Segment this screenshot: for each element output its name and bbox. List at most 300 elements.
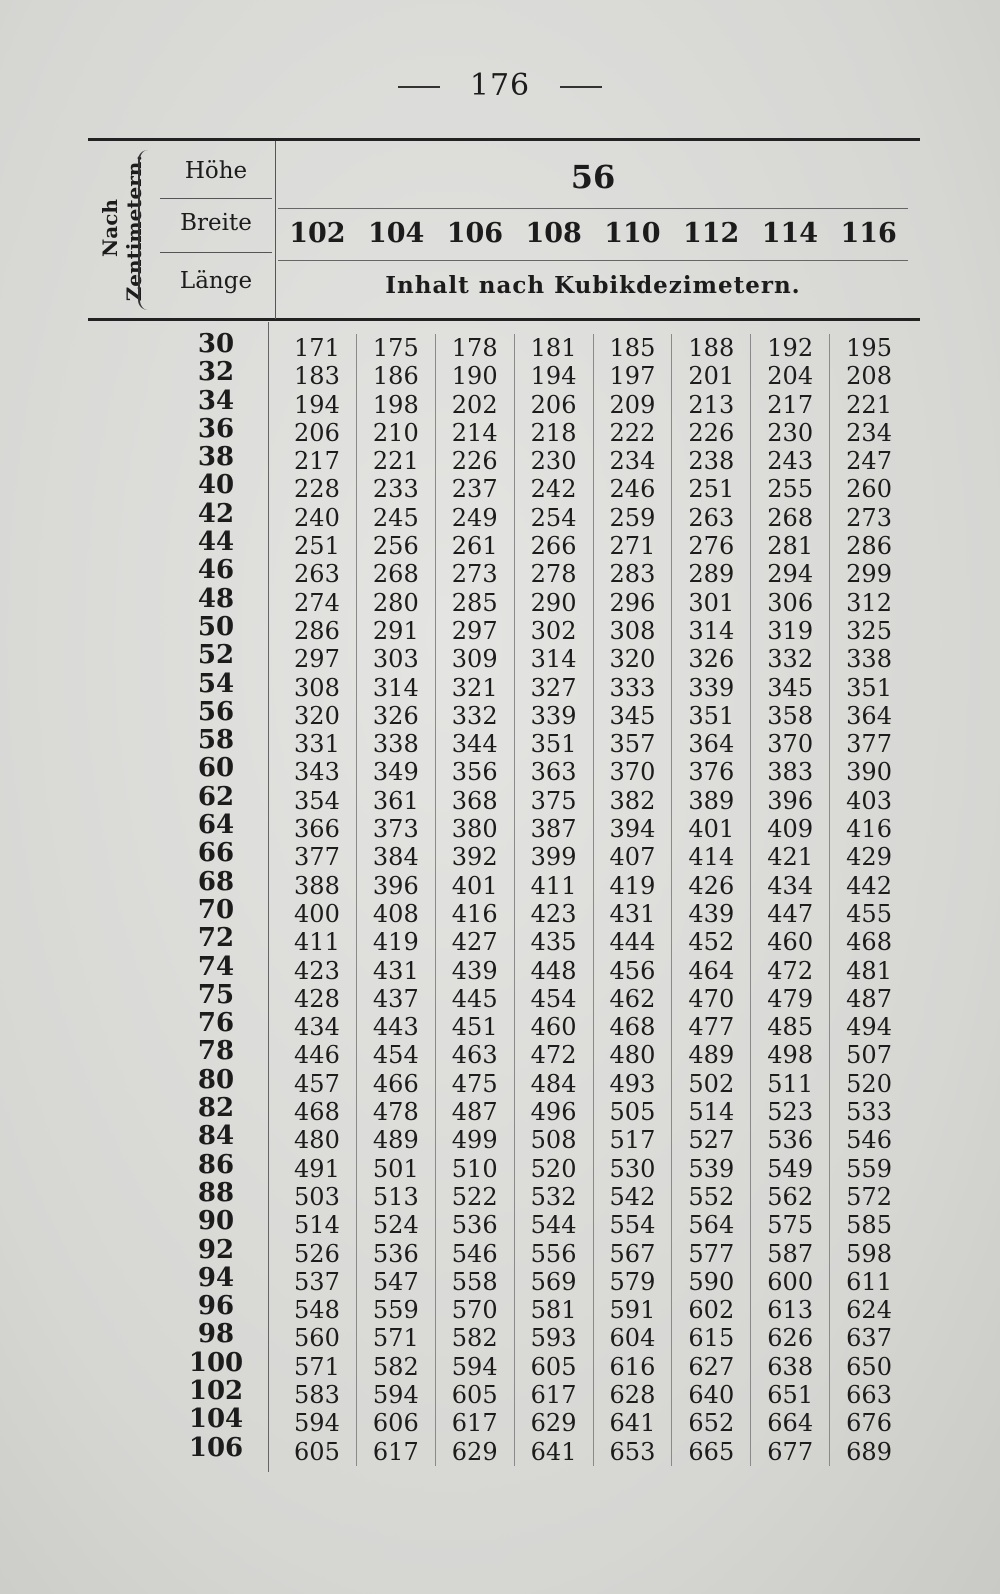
table-cell: 202 <box>451 390 498 419</box>
table-cell: 452 <box>688 928 735 957</box>
table-cell: 351 <box>530 730 577 759</box>
table-cell: 392 <box>451 843 498 872</box>
table-cell: 437 <box>372 984 419 1013</box>
table-cell: 539 <box>688 1154 735 1183</box>
table-cell: 411 <box>530 871 577 900</box>
table-cell: 641 <box>609 1409 656 1438</box>
table-cell: 228 <box>294 475 340 504</box>
table-cell: 320 <box>609 645 656 674</box>
table-cell: 431 <box>609 899 656 928</box>
table-cell: 489 <box>372 1126 419 1155</box>
laenge-value: 50 <box>197 611 235 642</box>
table-cell: 377 <box>294 843 340 872</box>
laenge-value: 54 <box>197 668 235 699</box>
table-cell: 263 <box>294 560 340 589</box>
laenge-value: 94 <box>197 1262 235 1293</box>
table-cell: 477 <box>688 1013 735 1042</box>
table-cell: 511 <box>767 1069 814 1098</box>
table-cell: 558 <box>451 1267 498 1296</box>
table-cell: 222 <box>609 418 656 447</box>
table-cell: 434 <box>294 1013 340 1042</box>
value-column <box>278 334 357 1466</box>
table-cell: 280 <box>372 588 419 617</box>
table-cell: 218 <box>530 418 577 447</box>
table-cell: 542 <box>609 1182 656 1211</box>
table-cell: 276 <box>688 532 735 561</box>
laenge-value: 75 <box>197 979 235 1010</box>
laenge-value: 78 <box>197 1036 235 1067</box>
laenge-value: 100 <box>188 1347 244 1378</box>
laenge-value: 88 <box>197 1177 235 1208</box>
laenge-value: 34 <box>197 385 235 416</box>
table-cell: 638 <box>767 1352 814 1381</box>
table-cell: 617 <box>451 1409 498 1438</box>
label-breite: Breite <box>180 210 252 236</box>
table-cell: 217 <box>767 390 814 419</box>
laenge-value: 68 <box>197 866 235 897</box>
value-column <box>594 334 673 1466</box>
header-separator <box>278 260 908 261</box>
table-cell: 524 <box>372 1211 419 1240</box>
table-cell: 456 <box>609 956 656 985</box>
table-cell: 194 <box>530 362 577 391</box>
table-cell: 605 <box>294 1437 340 1466</box>
table-cell: 242 <box>530 475 577 504</box>
table-cell: 351 <box>846 673 892 702</box>
table-cell: 254 <box>530 503 577 532</box>
table-cell: 401 <box>451 871 498 900</box>
table-cell: 331 <box>294 730 340 759</box>
table-cell: 388 <box>294 871 340 900</box>
table-cell: 332 <box>767 645 814 674</box>
table-cell: 532 <box>530 1182 577 1211</box>
table-cell: 297 <box>294 645 340 674</box>
table-cell: 370 <box>609 758 656 787</box>
table-cell: 508 <box>530 1126 577 1155</box>
table-cell: 468 <box>846 928 892 957</box>
table-cell: 314 <box>688 616 735 645</box>
table-cell: 481 <box>846 956 892 985</box>
table-cell: 289 <box>688 560 735 589</box>
table-cell: 326 <box>688 645 735 674</box>
laenge-value: 86 <box>197 1149 235 1180</box>
table-cell: 547 <box>372 1267 419 1296</box>
table-cell: 247 <box>846 447 892 476</box>
table-cell: 285 <box>451 588 498 617</box>
table-cell: 571 <box>294 1352 340 1381</box>
table-cell: 349 <box>372 758 419 787</box>
table-cell: 569 <box>530 1267 577 1296</box>
table-cell: 526 <box>294 1239 340 1268</box>
table-cell: 629 <box>530 1409 577 1438</box>
table-cell: 606 <box>372 1409 419 1438</box>
table-cell: 306 <box>767 588 814 617</box>
breite-value: 108 <box>525 218 582 249</box>
table-cell: 296 <box>609 588 656 617</box>
table-cell: 195 <box>846 334 892 362</box>
table-cell: 171 <box>294 334 340 362</box>
table-cell: 677 <box>767 1437 814 1466</box>
value-column <box>436 334 515 1466</box>
table-cell: 462 <box>609 984 656 1013</box>
table-cell: 593 <box>530 1324 577 1353</box>
laenge-value: 56 <box>197 696 235 727</box>
table-cell: 201 <box>688 362 735 391</box>
table-cell: 499 <box>451 1126 498 1155</box>
breite-value: 110 <box>604 218 661 249</box>
table-cell: 274 <box>294 588 340 617</box>
table-cell: 446 <box>294 1041 340 1070</box>
table-cell: 479 <box>767 984 814 1013</box>
breite-value: 106 <box>446 218 504 249</box>
table-cell: 520 <box>530 1154 577 1183</box>
table-cell: 198 <box>372 390 419 419</box>
header-bottom-rule <box>88 318 920 321</box>
table-cell: 377 <box>846 730 892 759</box>
table-cell: 423 <box>294 956 340 985</box>
table-cell: 256 <box>372 532 419 561</box>
table-cell: 637 <box>846 1324 892 1353</box>
table-cell: 261 <box>451 532 498 561</box>
table-cell: 572 <box>846 1182 892 1211</box>
table-cell: 502 <box>688 1069 735 1098</box>
table-cell: 616 <box>609 1352 656 1381</box>
table-cell: 575 <box>767 1211 814 1240</box>
label-separator <box>160 198 272 199</box>
table-cell: 505 <box>609 1098 656 1127</box>
breite-row <box>278 214 908 254</box>
table-cell: 585 <box>846 1211 892 1240</box>
side-label-line-1: Nach <box>98 199 122 257</box>
table-cell: 370 <box>767 730 814 759</box>
table-cell: 308 <box>609 616 656 645</box>
table-cell: 466 <box>372 1069 419 1098</box>
table-cell: 408 <box>372 899 419 928</box>
table-cell: 230 <box>767 418 814 447</box>
table-cell: 447 <box>767 899 814 928</box>
table-cell: 338 <box>372 730 419 759</box>
table-cell: 271 <box>609 532 656 561</box>
table-cell: 514 <box>294 1211 340 1240</box>
table-cell: 605 <box>451 1380 498 1409</box>
table-cell: 394 <box>609 815 656 844</box>
table-cell: 308 <box>294 673 340 702</box>
table-cell: 613 <box>767 1296 814 1325</box>
table-cell: 245 <box>372 503 419 532</box>
table-cell: 624 <box>846 1296 892 1325</box>
table-cell: 507 <box>846 1041 892 1070</box>
table-cell: 407 <box>609 843 656 872</box>
table-cell: 358 <box>767 701 814 730</box>
laenge-value: 80 <box>197 1064 235 1095</box>
table-cell: 604 <box>609 1324 656 1353</box>
table-cell: 480 <box>609 1041 656 1070</box>
table-cell: 470 <box>688 984 735 1013</box>
table-cell: 339 <box>530 701 577 730</box>
table-cell: 548 <box>294 1296 340 1325</box>
table-cell: 226 <box>688 418 735 447</box>
table-cell: 426 <box>688 871 735 900</box>
table-cell: 301 <box>688 588 735 617</box>
table-cell: 357 <box>609 730 656 759</box>
table-cell: 419 <box>372 928 419 957</box>
table-cell: 401 <box>688 815 735 844</box>
table-cell: 303 <box>372 645 419 674</box>
table-cell: 559 <box>846 1154 892 1183</box>
table-cell: 522 <box>451 1182 498 1211</box>
table-cell: 503 <box>294 1182 340 1211</box>
table-cell: 188 <box>688 334 735 362</box>
table-cell: 278 <box>530 560 577 589</box>
table-cell: 299 <box>846 560 892 589</box>
table-cell: 361 <box>372 786 419 815</box>
table-cell: 468 <box>294 1098 340 1127</box>
table-cell: 530 <box>609 1154 656 1183</box>
table-cell: 266 <box>530 532 577 561</box>
table-cell: 443 <box>372 1013 419 1042</box>
laenge-value: 52 <box>197 640 235 671</box>
table-cell: 567 <box>609 1239 656 1268</box>
table-cell: 611 <box>846 1267 892 1296</box>
table-cell: 570 <box>451 1296 498 1325</box>
table-cell: 251 <box>294 532 340 561</box>
table-cell: 273 <box>451 560 498 589</box>
table-cell: 217 <box>294 447 340 476</box>
laenge-value: 40 <box>197 470 235 501</box>
table-cell: 246 <box>609 475 656 504</box>
value-column <box>672 334 751 1466</box>
table-cell: 629 <box>451 1437 498 1466</box>
table-cell: 291 <box>372 616 419 645</box>
table-cell: 665 <box>688 1437 735 1466</box>
table-cell: 510 <box>451 1154 498 1183</box>
hoehe-value: 56 <box>570 158 616 196</box>
subheader: Inhalt nach Kubikdezimetern. <box>385 272 801 299</box>
laenge-value: 102 <box>188 1375 244 1406</box>
table-cell: 396 <box>767 786 814 815</box>
table-cell: 431 <box>372 956 419 985</box>
table-cell: 480 <box>294 1126 340 1155</box>
laenge-value: 74 <box>197 951 235 982</box>
table-cell: 651 <box>767 1380 814 1409</box>
table-cell: 653 <box>609 1437 656 1466</box>
table-cell: 376 <box>688 758 735 787</box>
table-top-rule <box>88 138 920 141</box>
table-cell: 312 <box>846 588 892 617</box>
breite-value: 104 <box>367 218 425 249</box>
table-cell: 549 <box>767 1154 814 1183</box>
laenge-value: 44 <box>197 527 235 558</box>
table-cell: 286 <box>294 616 340 645</box>
table-cell: 533 <box>846 1098 892 1127</box>
side-label-line-2: Zentimetern. <box>122 154 146 302</box>
table-cell: 663 <box>846 1380 892 1409</box>
laenge-value: 106 <box>188 1432 244 1463</box>
table-cell: 181 <box>530 334 577 362</box>
table-cell: 206 <box>294 418 340 447</box>
table-cell: 527 <box>688 1126 735 1155</box>
table-cell: 650 <box>846 1352 892 1381</box>
table-cell: 493 <box>609 1069 656 1098</box>
table-cell: 338 <box>846 645 892 674</box>
table-cell: 617 <box>530 1380 577 1409</box>
laenge-value: 82 <box>197 1093 235 1124</box>
value-column <box>515 334 594 1466</box>
table-cell: 319 <box>767 616 814 645</box>
table-cell: 434 <box>767 871 814 900</box>
table-cell: 400 <box>294 899 340 928</box>
table-cell: 259 <box>609 503 656 532</box>
table-cell: 590 <box>688 1267 735 1296</box>
table-cell: 325 <box>846 616 892 645</box>
value-column <box>357 334 436 1466</box>
table-cell: 460 <box>530 1013 577 1042</box>
header-divider <box>275 141 276 319</box>
table-cell: 206 <box>530 390 577 419</box>
table-cell: 409 <box>767 815 814 844</box>
label-separator <box>160 252 272 253</box>
table-cell: 186 <box>372 362 419 391</box>
table-cell: 594 <box>294 1409 340 1438</box>
table-cell: 615 <box>688 1324 735 1353</box>
breite-value: 114 <box>761 218 819 249</box>
table-cell: 487 <box>451 1098 498 1127</box>
table-cell: 627 <box>688 1352 735 1381</box>
table-cell: 523 <box>767 1098 814 1127</box>
table-cell: 451 <box>451 1013 498 1042</box>
laenge-value: 38 <box>197 442 235 473</box>
table-cell: 389 <box>688 786 735 815</box>
table-cell: 273 <box>846 503 892 532</box>
breite-value: 102 <box>289 218 346 249</box>
laenge-value: 70 <box>197 894 235 925</box>
table-cell: 238 <box>688 447 735 476</box>
table-cell: 640 <box>688 1380 735 1409</box>
table-cell: 546 <box>451 1239 498 1268</box>
table-cell: 448 <box>530 956 577 985</box>
table-cell: 626 <box>767 1324 814 1353</box>
laenge-value: 60 <box>197 753 235 784</box>
table-cell: 594 <box>372 1380 419 1409</box>
table-cell: 380 <box>451 815 498 844</box>
table-cell: 485 <box>767 1013 814 1042</box>
table-cell: 562 <box>767 1182 814 1211</box>
table-cell: 478 <box>372 1098 419 1127</box>
table-cell: 552 <box>688 1182 735 1211</box>
dash-right <box>560 86 602 88</box>
laenge-value: 66 <box>197 838 235 869</box>
table-cell: 442 <box>846 871 892 900</box>
table-cell: 600 <box>767 1267 814 1296</box>
table-cell: 197 <box>609 362 656 391</box>
table-cell: 536 <box>767 1126 814 1155</box>
table-cell: 484 <box>530 1069 577 1098</box>
table-cell: 594 <box>451 1352 498 1381</box>
table-cell: 321 <box>451 673 498 702</box>
table-cell: 210 <box>372 418 419 447</box>
table-cell: 283 <box>609 560 656 589</box>
table-cell: 579 <box>609 1267 656 1296</box>
page-number-text: 176 <box>469 68 531 103</box>
table-cell: 463 <box>451 1041 498 1070</box>
table-cell: 345 <box>767 673 814 702</box>
table-cell: 356 <box>451 758 498 787</box>
table-cell: 302 <box>530 616 577 645</box>
table-cell: 226 <box>451 447 498 476</box>
laenge-value: 36 <box>197 413 235 444</box>
table-cell: 514 <box>688 1098 735 1127</box>
table-cell: 591 <box>609 1296 656 1325</box>
table-cell: 204 <box>767 362 814 391</box>
table-cell: 208 <box>846 362 892 391</box>
table-cell: 255 <box>767 475 814 504</box>
table-cell: 240 <box>294 503 340 532</box>
table-cell: 178 <box>451 334 498 362</box>
table-cell: 605 <box>530 1352 577 1381</box>
laenge-value: 84 <box>197 1121 235 1152</box>
table-cell: 517 <box>609 1126 656 1155</box>
table-cell: 496 <box>530 1098 577 1127</box>
table-cell: 363 <box>530 758 577 787</box>
laenge-value: 92 <box>197 1234 235 1265</box>
table-cell: 428 <box>294 984 340 1013</box>
table-cell: 457 <box>294 1069 340 1098</box>
table-cell: 571 <box>372 1324 419 1353</box>
table-cell: 399 <box>530 843 577 872</box>
table-cell: 577 <box>688 1239 735 1268</box>
table-cell: 243 <box>767 447 814 476</box>
table-cell: 439 <box>451 956 498 985</box>
table-cell: 297 <box>451 616 498 645</box>
header-separator <box>278 208 908 209</box>
table-cell: 487 <box>846 984 892 1013</box>
table-cell: 249 <box>451 503 498 532</box>
table-cell: 403 <box>846 786 892 815</box>
table-cell: 520 <box>846 1069 892 1098</box>
table-cell: 185 <box>609 334 656 362</box>
table-cell: 382 <box>609 786 656 815</box>
table-cell: 559 <box>372 1296 419 1325</box>
table-cell: 192 <box>767 334 814 362</box>
table-cell: 423 <box>530 899 577 928</box>
laenge-value: 46 <box>197 555 235 586</box>
table-cell: 652 <box>688 1409 735 1438</box>
table-cell: 491 <box>294 1154 340 1183</box>
laenge-value: 96 <box>197 1291 235 1322</box>
table-cell: 475 <box>451 1069 498 1098</box>
table-cell: 214 <box>451 418 498 447</box>
table-cell: 396 <box>372 871 419 900</box>
table-cell: 429 <box>846 843 892 872</box>
table-cell: 260 <box>846 475 892 504</box>
table-cell: 221 <box>372 447 419 476</box>
table-cell: 416 <box>451 899 498 928</box>
table-cell: 373 <box>372 815 419 844</box>
table-cell: 345 <box>609 701 656 730</box>
table-cell: 641 <box>530 1437 577 1466</box>
table-cell: 583 <box>294 1380 340 1409</box>
dash-left <box>398 86 440 88</box>
laenge-column <box>160 330 272 1462</box>
table-cell: 387 <box>530 815 577 844</box>
laenge-value: 72 <box>197 923 235 954</box>
table-cell: 183 <box>294 362 340 391</box>
table-cell: 411 <box>294 928 340 957</box>
table-cell: 454 <box>372 1041 419 1070</box>
laenge-value: 42 <box>197 498 235 529</box>
laenge-value: 48 <box>197 583 235 614</box>
laenge-value: 58 <box>197 725 235 756</box>
